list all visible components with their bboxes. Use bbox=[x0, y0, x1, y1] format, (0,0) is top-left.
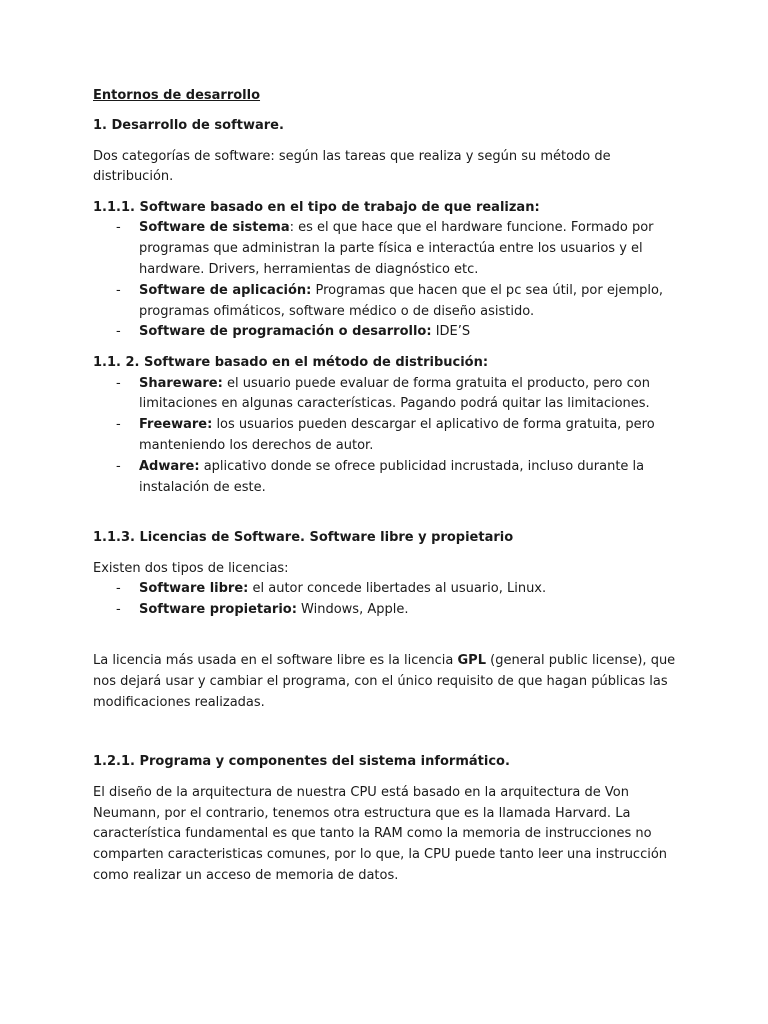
section-1-2-1-body: El diseño de la arquitectura de nuestra CPU está basado en la arquitectura de Von Neumann, por el contrario, tenemos otra estructura que es la llamada Harvard. La característica fundamental es que tanto la RAM como la memoria de instrucciones no comparten caracteristicas comunes, por lo que, la CPU puede tanto leer una instrucción como realizar un acceso de memoria de datos. bbox=[93, 784, 668, 883]
list-item bbox=[93, 281, 678, 323]
section-1-1-2-heading: 1.1. 2. Software basado en el método de distribución: bbox=[93, 354, 489, 370]
list-item bbox=[93, 322, 678, 343]
list-item-term: Software de programación o desarrollo: bbox=[139, 324, 432, 340]
section-1-1-3-intro: Existen dos tipos de licencias: bbox=[93, 560, 289, 576]
list-item-term: Adware: bbox=[139, 458, 200, 474]
list-item bbox=[93, 579, 678, 600]
gpl-term: GPL bbox=[457, 653, 486, 669]
list-item bbox=[93, 600, 678, 621]
section-1-heading: 1. Desarrollo de software. bbox=[93, 118, 284, 134]
list-item-term: Freeware: bbox=[139, 417, 213, 433]
list-item bbox=[93, 415, 678, 457]
list-item-term: Software libre: bbox=[139, 581, 249, 597]
list-item-text: aplicativo donde se ofrece publicidad incrustada, incluso durante la instalación de este. bbox=[139, 458, 645, 495]
list-item-term: Software de aplicación: bbox=[139, 282, 312, 298]
distribution-list bbox=[93, 374, 678, 499]
list-item bbox=[93, 457, 678, 499]
gpl-text-before: La licencia más usada en el software libre es la licencia bbox=[93, 653, 458, 669]
list-item-term: Software de sistema bbox=[139, 220, 290, 236]
license-list bbox=[93, 579, 678, 621]
section-1-1-3-heading: 1.1.3. Licencias de Software. Software libre y propietario bbox=[93, 530, 514, 546]
section-1-intro: Dos categorías de software: según las tareas que realiza y según su método de distribución. bbox=[93, 148, 611, 185]
document-title: Entornos de desarrollo bbox=[93, 88, 261, 103]
section-1-2-1-heading: 1.2.1. Programa y componentes del sistema informático. bbox=[93, 754, 510, 770]
list-item-text: : es el que hace que el hardware funcione. Formado por programas que administran la parte física e interactúa entre los usuarios y el hardware. Drivers, herramientas de diagnóstico etc. bbox=[139, 220, 654, 278]
list-item-text: Programas que hacen que el pc sea útil, por ejemplo, programas ofimáticos, software médico o de diseño asistido. bbox=[139, 282, 664, 319]
list-item-text: Windows, Apple. bbox=[296, 602, 409, 618]
list-item-text: el autor concede libertades al usuario, Linux. bbox=[248, 581, 547, 597]
software-types-list bbox=[93, 218, 678, 343]
list-item-text: los usuarios pueden descargar el aplicativo de forma gratuita, pero manteniendo los derechos de autor. bbox=[139, 417, 655, 453]
list-item bbox=[93, 374, 678, 416]
section-1-1-1-heading: 1.1.1. Software basado en el tipo de trabajo de que realizan: bbox=[93, 199, 540, 215]
document-body bbox=[93, 86, 678, 887]
gpl-text-after: (general public license), que nos dejará usar y cambiar el programa, con el único requisito de que hagan públicas las modificaciones realizadas. bbox=[93, 653, 676, 710]
list-item-text: IDE’S bbox=[431, 324, 471, 340]
list-item-text: el usuario puede evaluar de forma gratuita el producto, pero con limitaciones en algunas características. Pagando podrá quitar las limitaciones. bbox=[139, 375, 650, 412]
list-item-term: Shareware: bbox=[139, 375, 223, 391]
list-item-term: Software propietario: bbox=[139, 602, 297, 618]
list-item bbox=[93, 218, 678, 280]
gpl-paragraph bbox=[93, 651, 678, 713]
